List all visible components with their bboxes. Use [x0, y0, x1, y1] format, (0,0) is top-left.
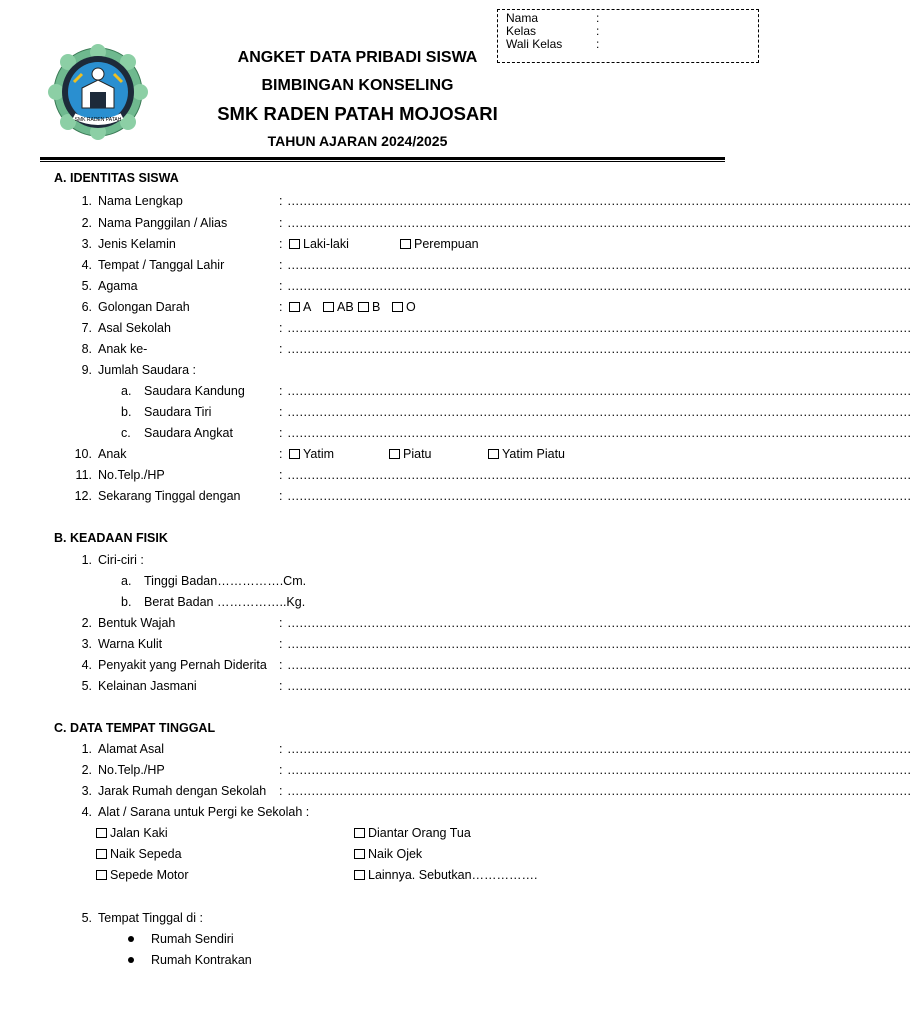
field-tempat-tanggal-lahir: 4. Tempat / Tanggal Lahir : …………………………………………………………………………………………………………………………………………	[81, 258, 911, 272]
bullet-icon	[128, 936, 134, 942]
field-nama-panggilan: 2. Nama Panggilan / Alias : …………………………………………………………………………………………………………………………………………	[81, 216, 911, 230]
header-divider-thin	[40, 161, 725, 162]
field-saudara-angkat: c. Saudara Angkat : …………………………………………………………………………………………………………………………………………	[121, 426, 911, 440]
checkbox-icon	[289, 449, 300, 459]
id-label-nama: Nama	[506, 11, 539, 25]
fill-line[interactable]: …………………………………………………………………………………………………………………………………………	[287, 637, 911, 651]
fill-line[interactable]: …………………………………………………………………………………………………………………………………………	[287, 342, 911, 356]
transport-row-2	[0, 846, 768, 862]
fill-line[interactable]: …………………………………………………………………………………………………………………………………………	[287, 742, 911, 756]
form-subtitle: BIMBINGAN KONSELING	[261, 77, 454, 94]
option-blood-b[interactable]: B	[358, 299, 380, 315]
checkbox-icon	[354, 849, 365, 859]
checkbox-icon	[96, 849, 107, 859]
option-rumah-kontrakan[interactable]: Rumah Kontrakan	[0, 952, 768, 968]
section-c-title: C. DATA TEMPAT TINGGAL	[54, 721, 216, 735]
option-rumah-sendiri[interactable]: Rumah Sendiri	[0, 931, 768, 947]
field-tinggi-badan[interactable]: a. Tinggi Badan…………….Cm.	[121, 574, 307, 588]
option-sepede-motor[interactable]: Sepede Motor	[96, 867, 189, 883]
option-naik-ojek[interactable]: Naik Ojek	[354, 846, 422, 862]
checkbox-icon	[392, 302, 403, 312]
checkbox-icon	[358, 302, 369, 312]
fill-line[interactable]: …………………………………………………………………………………………………………………………………………	[287, 426, 911, 440]
id-label-wali: Wali Kelas	[506, 37, 563, 51]
field-ciri-ciri: 1. Ciri-ciri :	[81, 553, 144, 567]
option-laki-laki[interactable]: Laki-laki	[289, 236, 349, 252]
fill-line[interactable]: …………………………………………………………………………………………………………………………………………	[287, 763, 911, 777]
option-blood-o[interactable]: O	[392, 299, 416, 315]
fill-line[interactable]: …………………………………………………………………………………………………………………………………………	[287, 616, 911, 630]
checkbox-icon	[323, 302, 334, 312]
field-berat-badan[interactable]: b. Berat Badan ……………..Kg.	[121, 595, 306, 609]
option-perempuan[interactable]: Perempuan	[400, 236, 479, 252]
field-no-telp: 11. No.Telp./HP : …………………………………………………………………………………………………………………………………………	[75, 468, 911, 482]
fill-line[interactable]: …………………………………………………………………………………………………………………………………………	[287, 658, 911, 672]
option-lainnya[interactable]: Lainnya. Sebutkan…………….	[354, 867, 538, 883]
header-divider-thick	[40, 157, 725, 160]
checkbox-icon	[289, 239, 300, 249]
field-alamat-asal: 1. Alamat Asal : …………………………………………………………………………………………………………………………………………	[81, 742, 911, 756]
field-penyakit: 4. Penyakit yang Pernah Diderita : …………………………………………………………………………………………………………………………………………	[81, 658, 911, 672]
transport-row-3	[0, 867, 768, 883]
fill-line[interactable]: …………………………………………………………………………………………………………………………………………	[287, 384, 911, 398]
field-jarak-rumah: 3. Jarak Rumah dengan Sekolah : …………………………………………………………………………………………………………………………………………	[81, 784, 911, 798]
checkbox-icon	[354, 870, 365, 880]
fill-line[interactable]: …………………………………………………………………………………………………………………………………………	[287, 279, 911, 293]
fill-line[interactable]: …………………………………………………………………………………………………………………………………………	[287, 321, 911, 335]
option-diantar-orang-tua[interactable]: Diantar Orang Tua	[354, 825, 471, 841]
bullet-icon	[128, 957, 134, 963]
fill-line[interactable]: …………………………………………………………………………………………………………………………………………	[287, 489, 911, 503]
field-no-telp-rumah: 2. No.Telp./HP : …………………………………………………………………………………………………………………………………………	[81, 763, 911, 777]
school-name: SMK RADEN PATAH MOJOSARI	[217, 103, 498, 124]
checkbox-icon	[96, 828, 107, 838]
field-jenis-kelamin: 3. Jenis Kelamin : Laki-laki Perempuan	[81, 237, 479, 251]
field-anak-status: 10. Anak : Yatim Piatu Yatim Piatu	[74, 447, 565, 461]
option-naik-sepeda[interactable]: Naik Sepeda	[96, 846, 182, 862]
field-jumlah-saudara: 9. Jumlah Saudara :	[81, 363, 196, 377]
option-jalan-kaki[interactable]: Jalan Kaki	[96, 825, 168, 841]
checkbox-icon	[488, 449, 499, 459]
student-id-box: Nama : Kelas : Wali Kelas :	[497, 9, 759, 63]
fill-line[interactable]: …………………………………………………………………………………………………………………………………………	[287, 468, 911, 482]
academic-year: TAHUN AJARAN 2024/2025	[267, 133, 448, 149]
field-tempat-tinggal: 5. Tempat Tinggal di :	[81, 911, 203, 925]
option-yatim[interactable]: Yatim	[289, 446, 334, 462]
field-nama-lengkap: 1. Nama Lengkap : …………………………………………………………………………………………………………………………………………	[81, 194, 911, 208]
checkbox-icon	[96, 870, 107, 880]
option-yatim-piatu[interactable]: Yatim Piatu	[488, 446, 565, 462]
field-saudara-kandung: a. Saudara Kandung : …………………………………………………………………………………………………………………………………………	[121, 384, 911, 398]
field-golongan-darah: 6. Golongan Darah : A AB B O	[81, 300, 416, 314]
section-b-title: B. KEADAAN FISIK	[54, 531, 168, 545]
option-blood-ab[interactable]: AB	[323, 299, 354, 315]
checkbox-icon	[400, 239, 411, 249]
checkbox-icon	[389, 449, 400, 459]
fill-line[interactable]: …………………………………………………………………………………………………………………………………………	[287, 258, 911, 272]
option-piatu[interactable]: Piatu	[389, 446, 432, 462]
field-alat-sarana: 4. Alat / Sarana untuk Pergi ke Sekolah :	[81, 805, 310, 819]
field-kelainan-jasmani: 5. Kelainan Jasmani : …………………………………………………………………………………………………………………………………………	[81, 679, 911, 693]
field-anak-ke: 8. Anak ke- : …………………………………………………………………………………………………………………………………………	[81, 342, 911, 356]
fill-line[interactable]: …………………………………………………………………………………………………………………………………………	[287, 405, 911, 419]
field-agama: 5. Agama : …………………………………………………………………………………………………………………………………………	[81, 279, 911, 293]
field-saudara-tiri: b. Saudara Tiri : …………………………………………………………………………………………………………………………………………	[121, 405, 911, 419]
field-tinggal-dengan: 12. Sekarang Tinggal dengan : …………………………………………………………………………………………………………………………………………	[74, 489, 911, 503]
field-warna-kulit: 3. Warna Kulit : …………………………………………………………………………………………………………………………………………	[81, 637, 911, 651]
field-asal-sekolah: 7. Asal Sekolah : …………………………………………………………………………………………………………………………………………	[81, 321, 911, 335]
checkbox-icon	[289, 302, 300, 312]
svg-text:SMK RADEN PATAH: SMK RADEN PATAH	[74, 117, 122, 123]
fill-line[interactable]: …………………………………………………………………………………………………………………………………………	[287, 216, 911, 230]
school-logo-icon	[44, 44, 152, 140]
section-a-title: A. IDENTITAS SISWA	[54, 171, 179, 185]
form-title: ANGKET DATA PRIBADI SISWA	[237, 49, 478, 66]
transport-row-1	[0, 825, 768, 841]
fill-line[interactable]: …………………………………………………………………………………………………………………………………………	[287, 194, 911, 208]
field-bentuk-wajah: 2. Bentuk Wajah : …………………………………………………………………………………………………………………………………………	[81, 616, 911, 630]
fill-line[interactable]: …………………………………………………………………………………………………………………………………………	[287, 784, 911, 798]
option-blood-a[interactable]: A	[289, 299, 311, 315]
fill-line[interactable]: …………………………………………………………………………………………………………………………………………	[287, 679, 911, 693]
checkbox-icon	[354, 828, 365, 838]
id-label-kelas: Kelas	[506, 24, 537, 38]
